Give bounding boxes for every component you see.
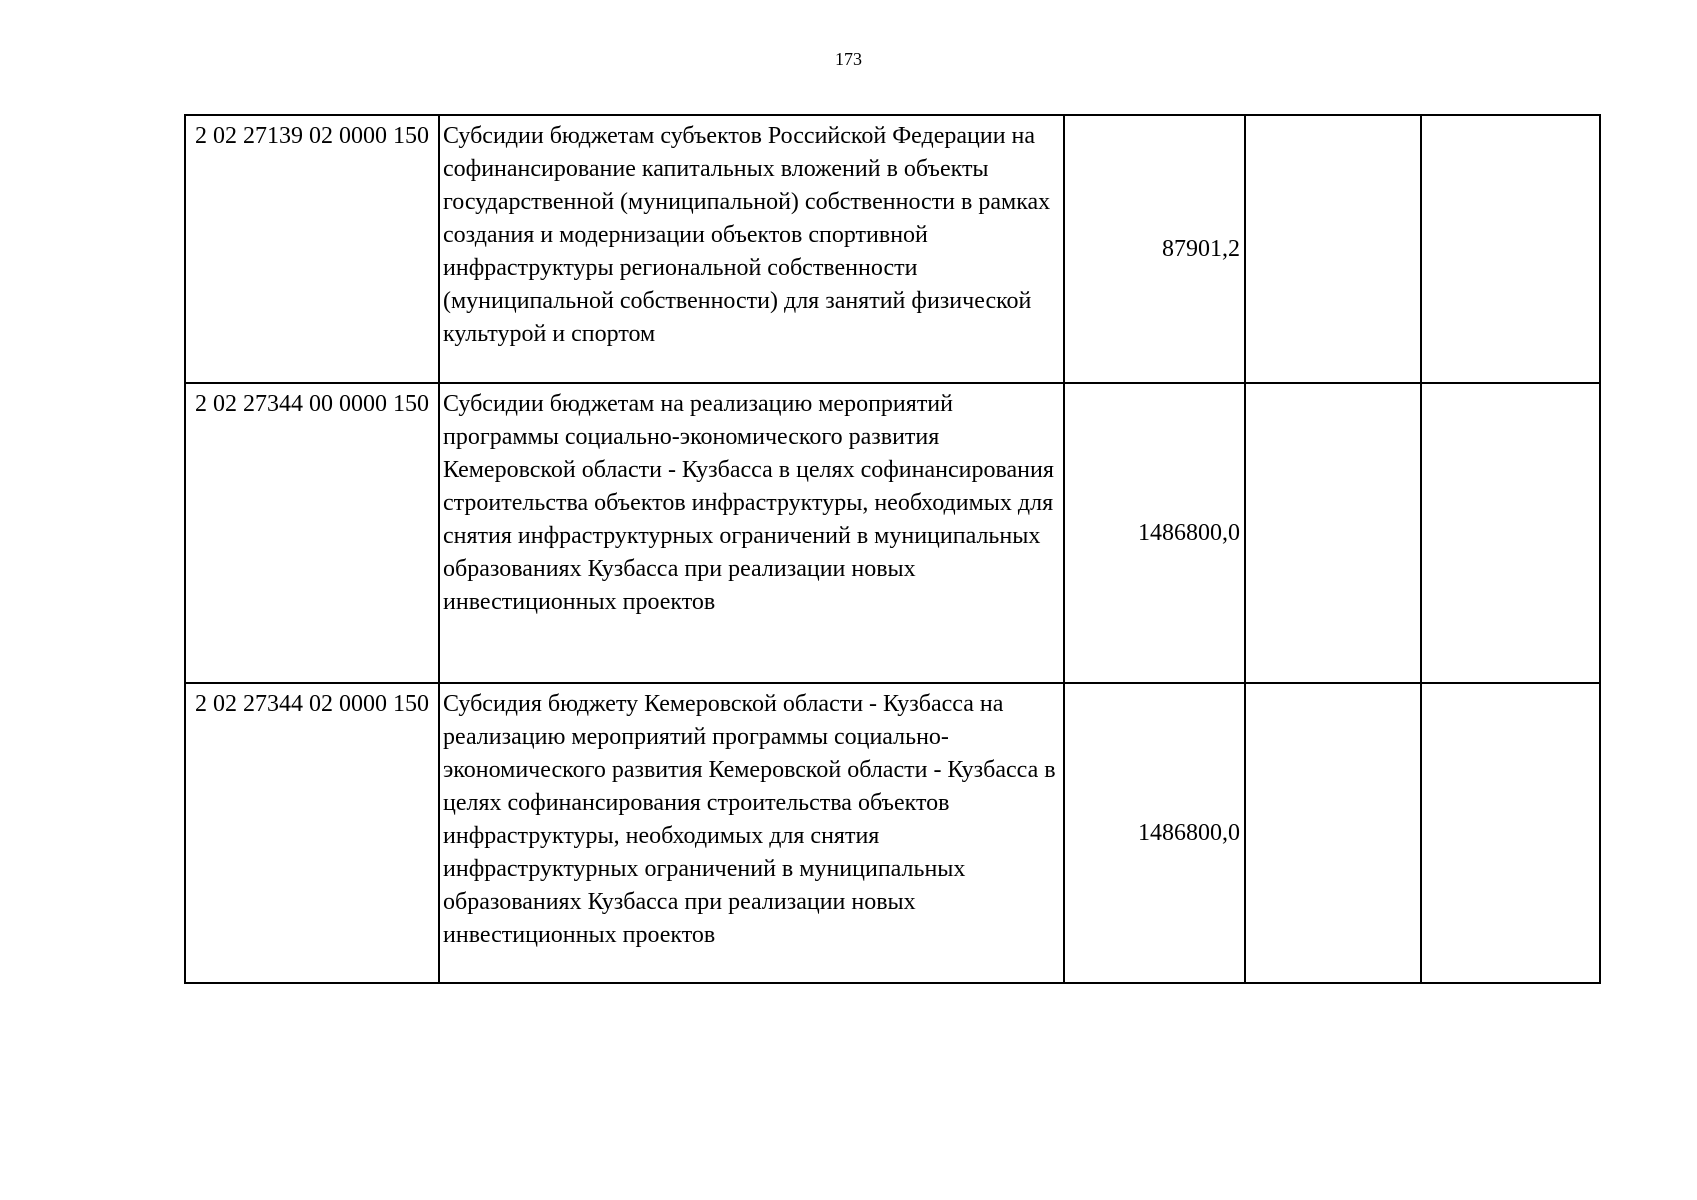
value-cell-col5: [1421, 383, 1600, 683]
table-row: [185, 683, 1600, 983]
description-cell: Субсидии бюджетам субъектов Российской Федерации на софинансирование капитальных вложений в объекты государственной (муниципальной) собственности в рамках создания и модернизации объектов спортивной инфраструктуры региональной собственности (муниципальной собственности) для занятий физической культурой и спортом: [439, 115, 1064, 383]
amount-cell: 87901,2: [1064, 115, 1245, 383]
amount-cell: 1486800,0: [1064, 383, 1245, 683]
description-cell: Субсидия бюджету Кемеровской области - Кузбасса на реализацию мероприятий программы социально-экономического развития Кемеровской области - Кузбасса в целях софинансирования строительства объектов инфраструктуры, необходимых для снятия инфраструктурных ограничений в муниципальных образованиях Кузбасса при реализации новых инвестиционных проектов: [439, 683, 1064, 983]
description-cell: Субсидии бюджетам на реализацию мероприятий программы социально-экономического развития Кемеровской области - Кузбасса в целях софинансирования строительства объектов инфраструктуры, необходимых для снятия инфраструктурных ограничений в муниципальных образованиях Кузбасса при реализации новых инвестиционных проектов: [439, 383, 1064, 683]
page-number: 173: [835, 49, 862, 69]
amount-cell: 1486800,0: [1064, 683, 1245, 983]
value-cell-col4: [1245, 683, 1421, 983]
value-cell-col5: [1421, 683, 1600, 983]
value-cell-col4: [1245, 383, 1421, 683]
value-cell-col5: [1421, 115, 1600, 383]
budget-code-cell: 2 02 27344 02 0000 150: [185, 683, 439, 983]
budget-code-cell: 2 02 27344 00 0000 150: [185, 383, 439, 683]
table-row: [185, 383, 1600, 683]
value-cell-col4: [1245, 115, 1421, 383]
table-row: [185, 115, 1600, 383]
budget-code-cell: 2 02 27139 02 0000 150: [185, 115, 439, 383]
budget-revenue-table: [184, 114, 1601, 984]
